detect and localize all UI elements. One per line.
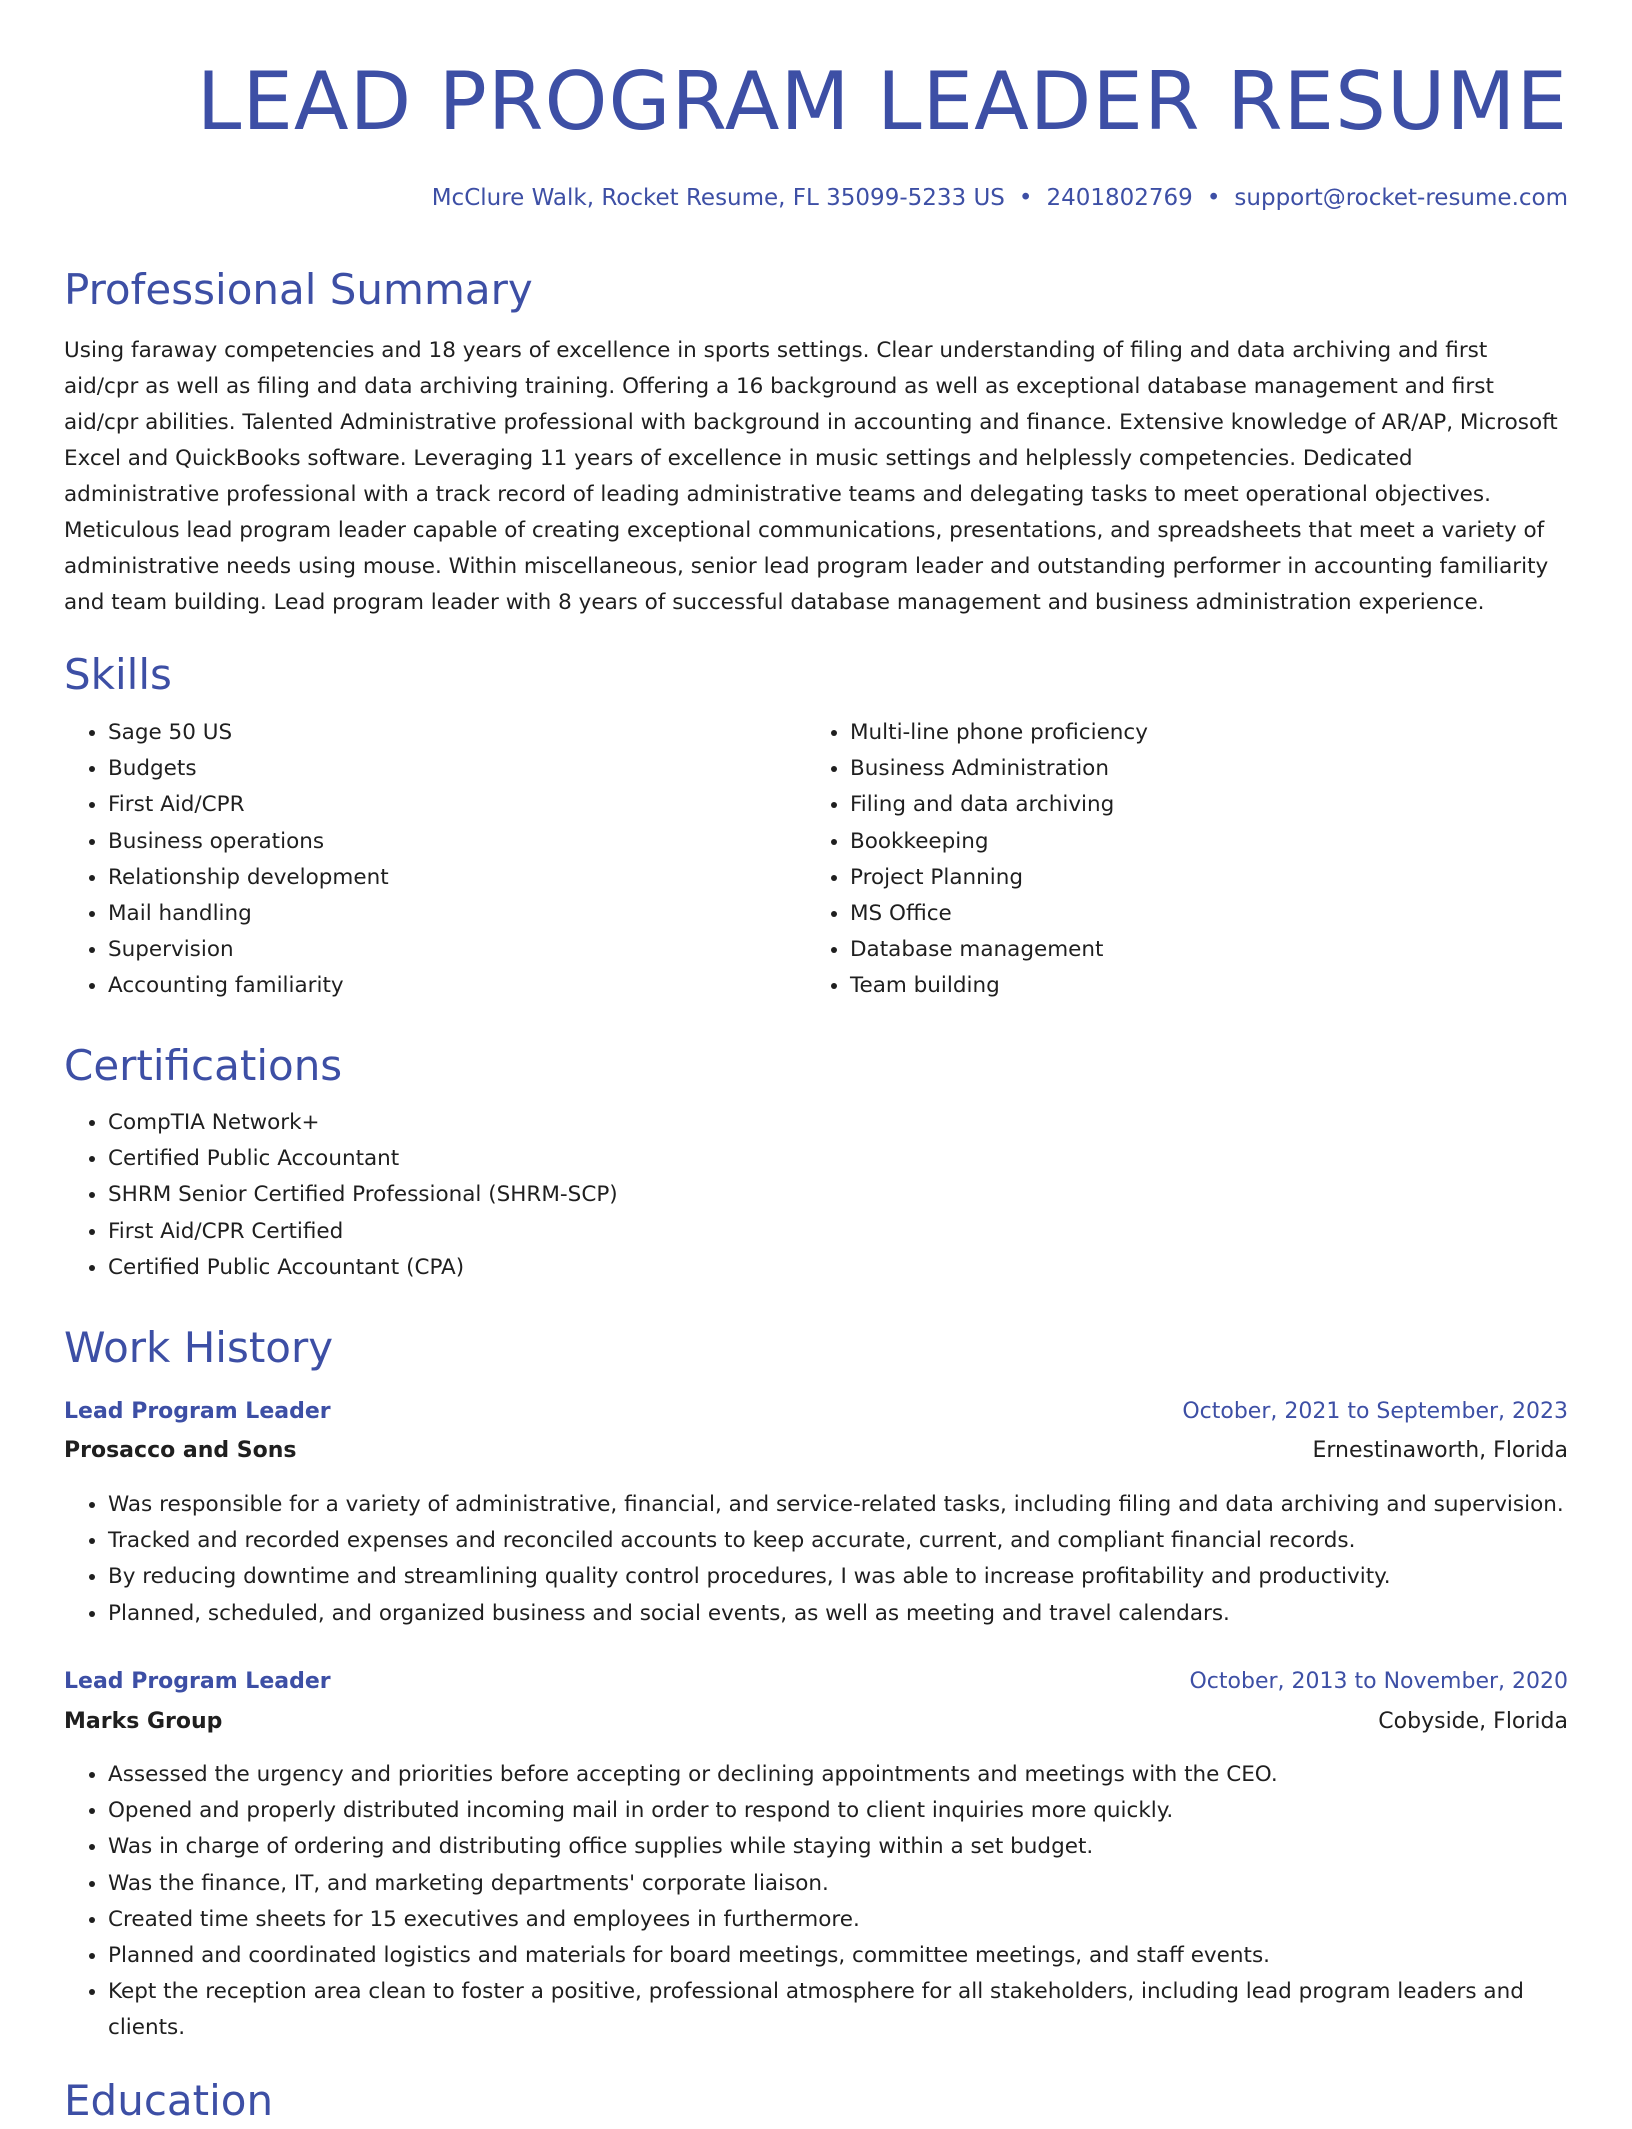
skill-item: • Project Planning <box>850 860 1550 896</box>
job-bullets <box>64 1757 1568 2047</box>
education-heading: Education <box>64 2076 274 2125</box>
contact-separator: • <box>1018 185 1033 211</box>
skill-item: • Accounting familiarity <box>108 968 808 1004</box>
skill-item: • Budgets <box>108 751 808 787</box>
skill-item: • Business Administration <box>850 751 1550 787</box>
certifications-list <box>64 1105 1508 1286</box>
job-company: Marks Group <box>64 1709 223 1734</box>
job-bullet: • Created time sheets for 15 executives and employees in furthermore. <box>108 1902 1568 1938</box>
job-bullet: • Planned, scheduled, and organized business and social events, as well as meeting and travel calendars. <box>108 1596 1568 1632</box>
skill-item: • Sage 50 US <box>108 715 808 751</box>
skill-item: • Multi-line phone proficiency <box>850 715 1550 751</box>
job-location: Ernestinaworth, Florida <box>1312 1438 1568 1463</box>
certification-item: • CompTIA Network+ <box>108 1105 1508 1141</box>
job-title: Lead Program Leader <box>64 1399 331 1424</box>
job-bullet: • Was responsible for a variety of administrative, financial, and service-related tasks, including filing and data archiving and supervision. <box>108 1487 1568 1523</box>
job-bullet: • Was the finance, IT, and marketing departments' corporate liaison. <box>108 1866 1568 1902</box>
summary-heading: Professional Summary <box>64 265 533 314</box>
job-title: Lead Program Leader <box>64 1669 331 1694</box>
job-bullet: • Opened and properly distributed incoming mail in order to respond to client inquiries more quickly. <box>108 1793 1568 1829</box>
job-bullet: • Tracked and recorded expenses and reconciled accounts to keep accurate, current, and compliant financial records. <box>108 1523 1568 1559</box>
job-bullet: • Was in charge of ordering and distributing office supplies while staying within a set budget. <box>108 1829 1568 1865</box>
contact-line <box>432 180 1568 216</box>
skills-heading: Skills <box>64 650 172 699</box>
work-history-heading: Work History <box>64 1323 334 1372</box>
email-link[interactable]: support@rocket-resume.com <box>1234 185 1568 211</box>
skill-item: • Filing and data archiving <box>850 787 1550 823</box>
skill-item: • First Aid/CPR <box>108 787 808 823</box>
job-bullet: • Assessed the urgency and priorities before accepting or declining appointments and meetings with the CEO. <box>108 1757 1568 1793</box>
job-bullet: • Kept the reception area clean to foster a positive, professional atmosphere for all stakeholders, including lead program leaders and clients. <box>108 1974 1568 2046</box>
contact-separator: • <box>1206 185 1221 211</box>
skill-item: • Mail handling <box>108 896 808 932</box>
skills-list-left <box>64 715 808 1005</box>
skill-item: • MS Office <box>850 896 1550 932</box>
certification-item: • Certified Public Accountant (CPA) <box>108 1250 1508 1286</box>
skill-item: • Database management <box>850 932 1550 968</box>
job-bullet: • By reducing downtime and streamlining quality control procedures, I was able to increase profitability and productivity. <box>108 1559 1568 1595</box>
job-dates: October, 2013 to November, 2020 <box>1189 1669 1568 1694</box>
skill-item: • Bookkeeping <box>850 824 1550 860</box>
address: McClure Walk, Rocket Resume, FL 35099-5233 US <box>431 185 1005 211</box>
skill-item: • Business operations <box>108 824 808 860</box>
skills-list-right <box>806 715 1550 1005</box>
skill-item: • Team building <box>850 968 1550 1004</box>
job-dates: October, 2021 to September, 2023 <box>1182 1399 1568 1424</box>
skill-item: • Supervision <box>108 932 808 968</box>
summary-text: Using faraway competencies and 18 years of excellence in sports settings. Clear understanding of filing and data archiving and first aid/cpr as well as filing and data archiving training. Offering a 16 background as well as exceptional database management and first aid/cpr abilities. Talented Administrative professional with background in accounting and finance. Extensive knowledge of AR/AP, Microsoft Excel and QuickBooks software. Leveraging 11 years of excellence in music settings and helplessly competencies. Dedicated administrative professional with a track record of leading administrative teams and delegating tasks to meet operational objectives. Meticulous lead program leader capable of creating exceptional communications, presentations, and spreadsheets that meet a variety of administrative needs using mouse. Within miscellaneous, senior lead program leader and outstanding performer in accounting familiarity and team building. Lead program leader with 8 years of successful database management and business administration experience. <box>64 338 1558 615</box>
skill-item: • Relationship development <box>108 860 808 896</box>
phone: 2401802769 <box>1046 185 1193 211</box>
certifications-heading: Certifications <box>64 1041 343 1090</box>
job-company: Prosacco and Sons <box>64 1438 297 1463</box>
certification-item: • SHRM Senior Certified Professional (SHRM-SCP) <box>108 1177 1508 1213</box>
certification-item: • Certified Public Accountant <box>108 1141 1508 1177</box>
resume-title: LEAD PROGRAM LEADER RESUME <box>196 55 1568 148</box>
certification-item: • First Aid/CPR Certified <box>108 1214 1508 1250</box>
job-bullet: • Planned and coordinated logistics and materials for board meetings, committee meetings, and staff events. <box>108 1938 1568 1974</box>
job-bullets <box>64 1487 1568 1632</box>
job-location: Cobyside, Florida <box>1378 1709 1568 1734</box>
